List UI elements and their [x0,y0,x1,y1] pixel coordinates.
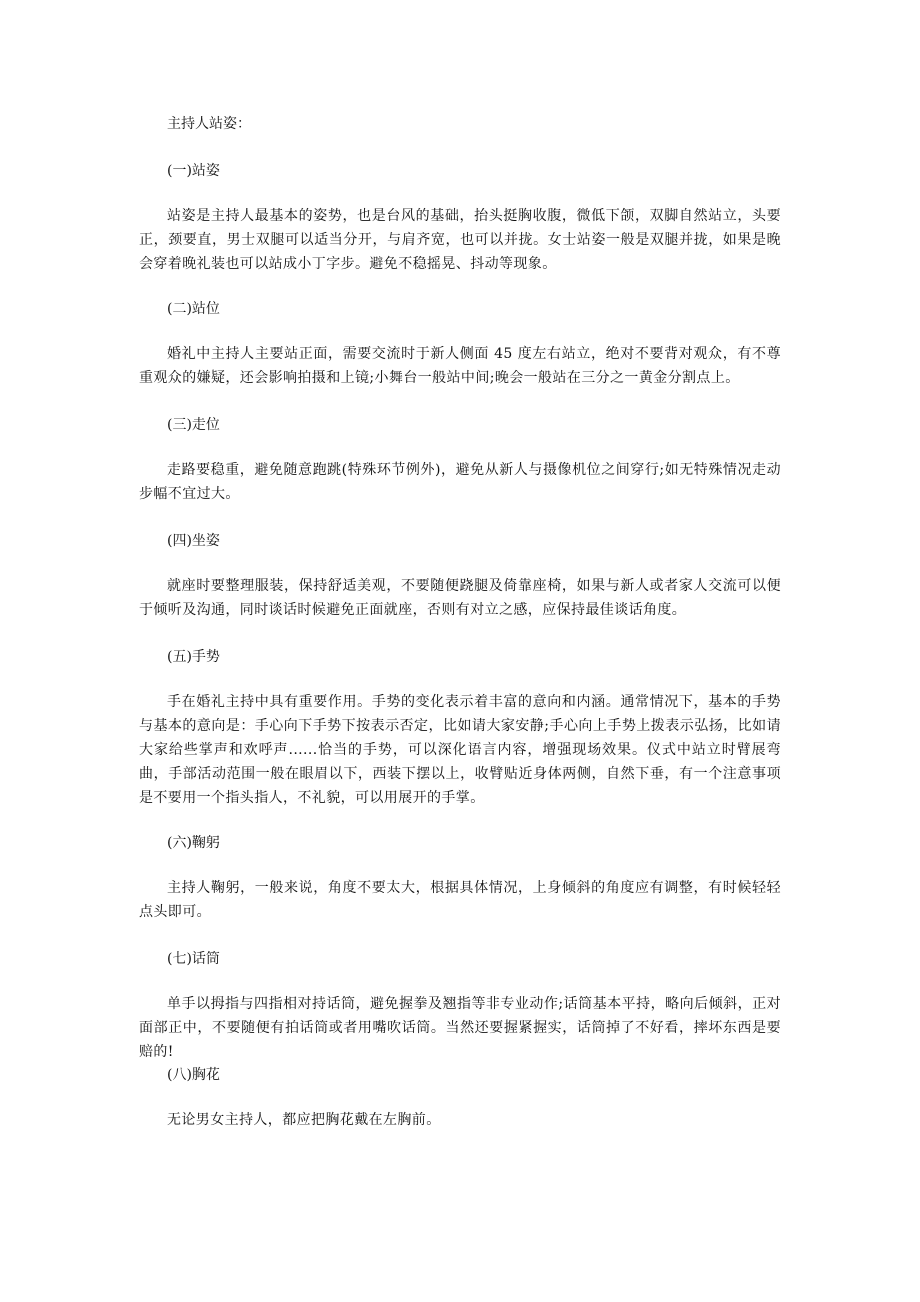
section-heading: (七)话筒 [167,951,220,967]
section-body: 无论男女主持人，都应把胸花戴在左胸前。 [167,1112,441,1128]
section-heading: (八)胸花 [167,1067,220,1083]
section-body: 主持人鞠躬，一般来说，角度不要太大，根据具体情况，上身倾斜的角度应有调整，有时候轻轻点头即可。 [139,880,781,920]
section-body: 站姿是主持人最基本的姿势，也是台风的基础，抬头挺胸收腹，微低下颌，双脚自然站立，头要正，颈要直，男士双腿可以适当分开，与肩齐宽，也可以并拢。女士站姿一般是双腿并拢，如果是晚会穿着晚礼装也可以站成小丁字步。避免不稳摇晃、抖动等现象。 [139,208,781,272]
section-body: 就座时要整理服装，保持舒适美观，不要随便跷腿及倚靠座椅，如果与新人或者家人交流可以便于倾听及沟通，同时谈话时候避免正面就座，否则有对立之感，应保持最佳谈话角度。 [139,578,781,618]
section-body: 婚礼中主持人主要站正面，需要交流时于新人侧面 45 度左右站立，绝对不要背对观众，有不尊重观众的嫌疑，还会影响拍摄和上镜;小舞台一般站中间;晚会一般站在三分之一黄金分割点上。 [139,346,781,386]
section-heading: (一)站姿 [167,163,220,179]
section-heading: (四)坐姿 [167,533,220,549]
section-heading: (六)鞠躬 [167,835,220,851]
section-body: 手在婚礼主持中具有重要作用。手势的变化表示着丰富的意向和内涵。通常情况下，基本的手势与基本的意向是：手心向下手势下按表示否定，比如请大家安静;手心向上手势上拨表示弘扬，比如请大家给些掌声和欢呼声......恰当的手势，可以深化语言内容，增强现场效果。仪式中站立时臂展弯曲，手部活动范围一般在眼眉以下，西装下摆以上，收臂贴近身体两侧，自然下垂，有一个注意事项是不要用一个指头指人，不礼貌，可以用展开的手掌。 [139,694,781,806]
section-heading: (五)手势 [167,649,220,665]
section-body: 单手以拇指与四指相对持话筒，避免握拳及翘指等非专业动作;话筒基本平持，略向后倾斜，正对面部正中，不要随便有拍话筒或者用嘴吹话筒。当然还要握紧握实，话筒掉了不好看，摔坏东西是要赔的! [139,996,781,1060]
section-heading: (二)站位 [167,301,220,317]
document-title: 主持人站姿： [167,116,251,132]
section-heading: (三)走位 [167,417,220,433]
section-body: 走路要稳重，避免随意跑跳(特殊环节例外)，避免从新人与摄像机位之间穿行;如无特殊情况走动步幅不宜过大。 [139,462,781,502]
